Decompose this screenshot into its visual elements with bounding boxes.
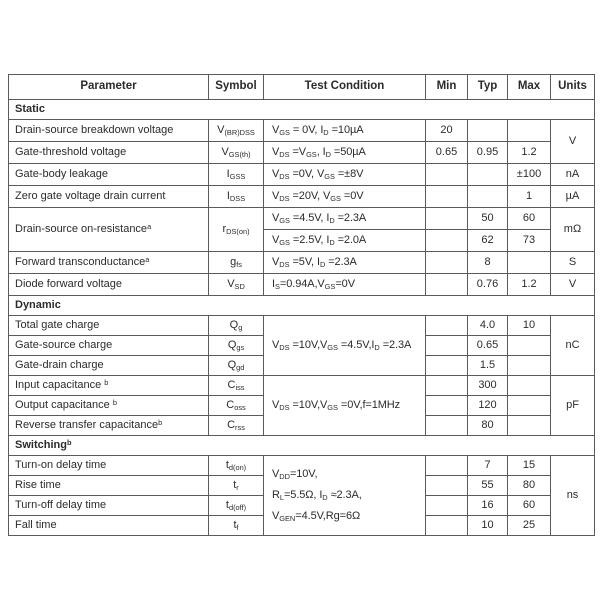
cell-typ: 0.76 <box>468 274 508 296</box>
cell-max: ±100 <box>508 164 551 186</box>
table-row <box>9 252 595 274</box>
cell-parameter: Gate-drain charge <box>9 356 209 376</box>
cell-test-condition <box>264 164 426 186</box>
cell-min <box>426 274 468 296</box>
cell-max: 1 <box>508 186 551 208</box>
cell-symbol: $V_{(BR)DSS}$ <box>209 120 264 142</box>
condition-line: $V_{DS} =V_{GS}$, $I_D =50\mu A$ <box>272 146 366 159</box>
cell-symbol: $Q_{gs}$ <box>209 336 264 356</box>
cell-typ: 8 <box>468 252 508 274</box>
condition-line: $V_{DS} =10V,V_{GS} =4.5V,I_D =2.3A$ <box>272 339 412 352</box>
cell-parameter: Drain-source on-resistance$^a$ <box>9 208 209 252</box>
cell-min: 0.65 <box>426 142 468 164</box>
condition-line: $V_{DS} =0V$, $V_{GS} =\pm 8V$ <box>272 168 364 181</box>
cell-min <box>426 496 468 516</box>
cell-max <box>508 416 551 436</box>
condition-line: $V_{DS} =10V,V_{GS} =0V,f=1MHz$ <box>272 399 401 412</box>
cell-typ: 50 <box>468 208 508 230</box>
cell-max: 80 <box>508 476 551 496</box>
cell-min <box>426 476 468 496</box>
cell-typ <box>468 186 508 208</box>
cell-max: 15 <box>508 456 551 476</box>
cell-min: 20 <box>426 120 468 142</box>
column-header-units: Units <box>551 75 595 100</box>
cell-max: 1.2 <box>508 274 551 296</box>
cell-symbol: $r_{DS(on)}$ <box>209 208 264 252</box>
cell-test-condition <box>264 186 426 208</box>
condition-line: $I_S=0.94A,V_{GS}=0V$ <box>272 278 355 291</box>
cell-units: nA <box>551 164 595 186</box>
cell-units: S <box>551 252 595 274</box>
table-row <box>9 120 595 142</box>
cell-max <box>508 376 551 396</box>
cell-test-condition <box>264 376 426 436</box>
cell-symbol: $V_{SD}$ <box>209 274 264 296</box>
cell-test-condition <box>264 316 426 376</box>
cell-min <box>426 164 468 186</box>
cell-parameter: Fall time <box>9 516 209 536</box>
cell-typ <box>468 120 508 142</box>
table-row <box>9 376 595 396</box>
cell-parameter: Gate-threshold voltage <box>9 142 209 164</box>
table-row <box>9 274 595 296</box>
cell-min <box>426 252 468 274</box>
cell-typ: 0.95 <box>468 142 508 164</box>
cell-max <box>508 356 551 376</box>
cell-typ: 0.65 <box>468 336 508 356</box>
table-row <box>9 208 595 230</box>
cell-typ: 80 <box>468 416 508 436</box>
cell-symbol: $C_{rss}$ <box>209 416 264 436</box>
cell-typ <box>468 164 508 186</box>
cell-parameter: Rise time <box>9 476 209 496</box>
cell-parameter: Input capacitance $^b$ <box>9 376 209 396</box>
cell-units: nC <box>551 316 595 376</box>
cell-max: 1.2 <box>508 142 551 164</box>
cell-typ: 1.5 <box>468 356 508 376</box>
table-body <box>9 100 595 536</box>
column-header-min: Min <box>426 75 468 100</box>
cell-parameter: Diode forward voltage <box>9 274 209 296</box>
cell-symbol: $I_{DSS}$ <box>209 186 264 208</box>
section-title: Switching$^b$ <box>9 436 595 456</box>
cell-symbol: $t_{d(off)}$ <box>209 496 264 516</box>
cell-parameter: Output capacitance $^b$ <box>9 396 209 416</box>
cell-test-condition <box>264 142 426 164</box>
cell-parameter: Zero gate voltage drain current <box>9 186 209 208</box>
cell-test-condition <box>264 120 426 142</box>
column-header-symbol: Symbol <box>209 75 264 100</box>
cell-max: 60 <box>508 496 551 516</box>
cell-symbol: $C_{oss}$ <box>209 396 264 416</box>
column-header-parameter: Parameter <box>9 75 209 100</box>
cell-units: V <box>551 274 595 296</box>
cell-typ: 55 <box>468 476 508 496</box>
cell-symbol: $C_{iss}$ <box>209 376 264 396</box>
cell-typ: 120 <box>468 396 508 416</box>
cell-max: 25 <box>508 516 551 536</box>
cell-symbol: $t_f$ <box>209 516 264 536</box>
cell-min <box>426 516 468 536</box>
cell-test-condition <box>264 274 426 296</box>
section-row <box>9 436 595 456</box>
cell-max <box>508 396 551 416</box>
cell-test-condition <box>264 252 426 274</box>
cell-units: ns <box>551 456 595 536</box>
cell-test-condition <box>264 208 426 230</box>
cell-max: 10 <box>508 316 551 336</box>
condition-line: $V_{GS} = 0V$, $I_D =10\mu A$ <box>272 124 364 137</box>
cell-symbol: $t_r$ <box>209 476 264 496</box>
cell-typ: 300 <box>468 376 508 396</box>
table-row <box>9 164 595 186</box>
cell-typ: 62 <box>468 230 508 252</box>
section-row <box>9 100 595 120</box>
cell-parameter: Gate-body leakage <box>9 164 209 186</box>
cell-max <box>508 120 551 142</box>
cell-units: pF <box>551 376 595 436</box>
cell-units: mΩ <box>551 208 595 252</box>
cell-test-condition <box>264 230 426 252</box>
table-row <box>9 456 595 476</box>
column-header-test-condition: Test Condition <box>264 75 426 100</box>
cell-min <box>426 208 468 230</box>
cell-min <box>426 336 468 356</box>
cell-symbol: $Q_{gd}$ <box>209 356 264 376</box>
cell-parameter: Turn-off delay time <box>9 496 209 516</box>
condition-line: $V_{GS} =2.5V$, $I_D =2.0A$ <box>272 234 367 247</box>
cell-parameter: Total gate charge <box>9 316 209 336</box>
cell-parameter: Gate-source charge <box>9 336 209 356</box>
cell-min <box>426 416 468 436</box>
column-header-typ: Typ <box>468 75 508 100</box>
table-row <box>9 142 595 164</box>
table-row <box>9 186 595 208</box>
cell-min <box>426 356 468 376</box>
table-header <box>9 75 595 100</box>
cell-units: V <box>551 120 595 164</box>
cell-units: µA <box>551 186 595 208</box>
spec-table <box>8 74 595 536</box>
cell-parameter: Forward transconductance$^a$ <box>9 252 209 274</box>
cell-max <box>508 252 551 274</box>
cell-parameter: Turn-on delay time <box>9 456 209 476</box>
cell-min <box>426 316 468 336</box>
cell-typ: 16 <box>468 496 508 516</box>
cell-typ: 10 <box>468 516 508 536</box>
cell-min <box>426 230 468 252</box>
cell-symbol: $I_{GSS}$ <box>209 164 264 186</box>
cell-min <box>426 456 468 476</box>
header-row <box>9 75 595 100</box>
cell-symbol: $t_{d(on)}$ <box>209 456 264 476</box>
condition-line: $V_{GS} =4.5V$, $I_D =2.3A$ <box>272 212 367 225</box>
column-header-max: Max <box>508 75 551 100</box>
condition-line: $V_{DS} =20V$, $V_{GS} =0V$ <box>272 190 364 203</box>
cell-parameter: Drain-source breakdown voltage <box>9 120 209 142</box>
cell-symbol: $Q_g$ <box>209 316 264 336</box>
cell-symbol: $g_{fs}$ <box>209 252 264 274</box>
cell-max <box>508 336 551 356</box>
cell-min <box>426 396 468 416</box>
cell-max: 73 <box>508 230 551 252</box>
condition-line: $V_{DS} =5V$, $I_D =2.3A$ <box>272 256 357 269</box>
table-row <box>9 316 595 336</box>
section-title: Dynamic <box>9 296 595 316</box>
cell-min <box>426 376 468 396</box>
cell-max: 60 <box>508 208 551 230</box>
section-title: Static <box>9 100 595 120</box>
section-row <box>9 296 595 316</box>
cell-parameter: Reverse transfer capacitance$^b$ <box>9 416 209 436</box>
cell-min <box>426 186 468 208</box>
condition-line: $V_{GEN}=4.5V,Rg=6\Omega$ <box>272 510 361 523</box>
cell-test-condition <box>264 456 426 536</box>
cell-typ: 4.0 <box>468 316 508 336</box>
cell-typ: 7 <box>468 456 508 476</box>
condition-line: $V_{DD}=10V$, <box>272 468 318 481</box>
cell-symbol: $V_{GS(th)}$ <box>209 142 264 164</box>
condition-line: $R_L=5.5\Omega$, $I_D \approx 2.3A$, <box>272 489 362 502</box>
